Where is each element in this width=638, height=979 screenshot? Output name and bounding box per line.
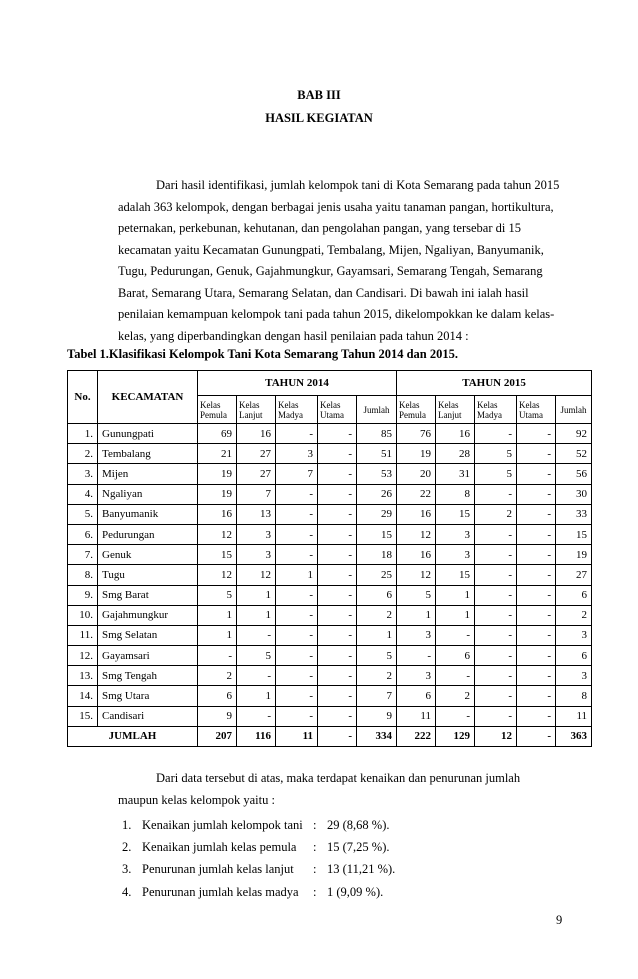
subheader-jumlah-2015: Jumlah [556,396,592,424]
table-cell: 3 [397,625,436,645]
table-row [68,464,592,484]
table-cell: 1 [237,585,276,605]
subheader-lanjut-2015: Kelas Lanjut [436,396,475,424]
table-cell: - [318,605,357,625]
kecamatan-name: Candisari [98,706,198,726]
table-cell: 12 [397,565,436,585]
table-cell: - [517,565,556,585]
list-item-label: Kenaikan jumlah kelas pemula [142,840,297,854]
row-number: 2. [68,444,98,464]
table-cell: - [517,444,556,464]
row-number: 6. [68,524,98,544]
table-cell: - [517,625,556,645]
table-cell: - [318,424,357,444]
table-cell: - [517,666,556,686]
total-cell: 129 [436,726,475,746]
intro-line: penilaian kemampuan kelompok tani pada tahun 2015, dikelompokkan ke dalam kelas- [118,307,555,321]
table-cell: 19 [397,444,436,464]
table-cell: 20 [397,464,436,484]
table-cell: - [276,646,318,666]
table-cell: 5 [237,646,276,666]
table-cell: - [318,545,357,565]
table-cell: 16 [397,545,436,565]
table-cell: 69 [198,424,237,444]
table-cell: 2 [198,666,237,686]
table-cell: 5 [397,585,436,605]
intro-line: kelas, yang diperbandingkan dengan hasil penilaian pada tahun 2014 : [118,328,469,343]
table-cell: 16 [198,504,237,524]
table-cell: - [517,686,556,706]
table-cell: 7 [237,484,276,504]
table-cell: 19 [198,464,237,484]
table-cell: - [517,464,556,484]
table-cell: 3 [237,545,276,565]
table-cell: 51 [357,444,397,464]
table-cell: 2 [436,686,475,706]
summary-paragraph [118,767,563,811]
table-cell: 53 [357,464,397,484]
header-year-2014: TAHUN 2014 [198,371,397,396]
table-cell: 1 [397,605,436,625]
table-cell: 27 [556,565,592,585]
table-cell: - [517,706,556,726]
table-cell: 2 [357,605,397,625]
table-cell: 11 [556,706,592,726]
kecamatan-name: Smg Barat [98,585,198,605]
table-cell: 76 [397,424,436,444]
table-cell: 1 [198,605,237,625]
table-cell: - [475,524,517,544]
table-cell: 1 [436,585,475,605]
list-item-value: 15 (7,25 %). [327,840,390,854]
list-item-label: Penurunan jumlah kelas madya [142,885,299,899]
total-cell: - [517,726,556,746]
list-item-number: 2. [122,840,132,854]
table-cell: 6 [397,686,436,706]
table-cell: 1 [198,625,237,645]
table-cell: 92 [556,424,592,444]
subheader-lanjut-2014: Kelas Lanjut [237,396,276,424]
table-cell: 1 [357,625,397,645]
table-cell: 16 [397,504,436,524]
table-cell: 8 [556,686,592,706]
total-cell: 363 [556,726,592,746]
table-cell: 2 [475,504,517,524]
chapter-title: HASIL KEGIATAN [265,111,373,125]
table-cell: 11 [397,706,436,726]
table-row [68,545,592,565]
table-cell: - [517,504,556,524]
table-row [68,686,592,706]
table-row [68,444,592,464]
list-item-number: 3. [122,862,132,876]
intro-line: kecamatan yaitu Kecamatan Gunungpati, Tembalang, Mijen, Ngaliyan, Banyumanik, [118,242,544,257]
table-cell: 6 [556,646,592,666]
summary-line: Dari data tersebut di atas, maka terdapat kenaikan dan penurunan jumlah [156,771,521,785]
table-row [68,646,592,666]
table-cell: 33 [556,504,592,524]
kecamatan-name: Tugu [98,565,198,585]
table-cell: 29 [357,504,397,524]
list-item-colon: : [313,818,317,832]
kecamatan-name: Banyumanik [98,504,198,524]
table-row [68,585,592,605]
list-item-value: 13 (11,21 %). [327,862,396,876]
intro-line: Barat, Semarang Utara, Semarang Selatan, dan Candisari. Di bawah ini ialah hasil [118,285,529,300]
table-cell: 12 [237,565,276,585]
table-cell: 9 [357,706,397,726]
table-cell: - [475,686,517,706]
table-cell: 8 [436,484,475,504]
intro-line: Tugu, Pedurungan, Genuk, Gajahmungkur, Gayamsari, Semarang Tengah, Semarang [118,264,543,278]
table-cell: 1 [237,605,276,625]
table-cell: 1 [436,605,475,625]
subheader-utama-2014: Kelas Utama [318,396,357,424]
table-cell: - [475,605,517,625]
table-row [68,424,592,444]
list-item-number: 1. [122,818,132,832]
table-cell: 25 [357,565,397,585]
kecamatan-name: Gajahmungkur [98,605,198,625]
kecamatan-name: Genuk [98,545,198,565]
table-cell: - [517,484,556,504]
table-cell: 3 [556,666,592,686]
intro-line: Dari hasil identifikasi, jumlah kelompok tani di Kota Semarang pada tahun 2015 [156,178,560,192]
table-cell: - [318,646,357,666]
table-row [68,605,592,625]
row-number: 13. [68,666,98,686]
table-cell: - [475,585,517,605]
intro-line: adalah 363 kelompok, dengan berbagai jenis usaha yaitu tanaman pangan, hortikultura, [118,199,554,214]
kecamatan-name: Ngaliyan [98,484,198,504]
table-cell: - [436,706,475,726]
table-cell: 6 [436,646,475,666]
table-cell: 26 [357,484,397,504]
kecamatan-name: Smg Selatan [98,625,198,645]
table-cell: - [517,545,556,565]
table-cell: - [397,646,436,666]
table-cell: - [276,686,318,706]
table-caption: Tabel 1.Klasifikasi Kelompok Tani Kota Semarang Tahun 2014 dan 2015. [67,347,458,361]
table-cell: - [276,605,318,625]
table-cell: 7 [276,464,318,484]
table-cell: - [276,585,318,605]
header-no: No. [68,371,98,424]
table-cell: - [276,706,318,726]
table-cell: - [475,625,517,645]
table-cell: 12 [397,524,436,544]
kecamatan-name: Mijen [98,464,198,484]
table-cell: 27 [237,444,276,464]
table-cell: 6 [556,585,592,605]
list-item-value: 29 (8,68 %). [327,818,390,832]
table-cell: 21 [198,444,237,464]
table-cell: - [517,585,556,605]
table-cell: 13 [237,504,276,524]
table-cell: 3 [556,625,592,645]
table-cell: - [276,524,318,544]
total-cell: 334 [357,726,397,746]
table-cell: - [436,625,475,645]
table-cell: - [475,666,517,686]
table-cell: 5 [475,464,517,484]
row-number: 12. [68,646,98,666]
subheader-pemula-2015: Kelas Pemula [397,396,436,424]
table-cell: 85 [357,424,397,444]
table-cell: - [318,625,357,645]
classification-table [67,370,592,747]
table-cell: - [517,524,556,544]
kecamatan-name: Pedurungan [98,524,198,544]
table-cell: - [318,585,357,605]
table-cell: - [237,706,276,726]
table-row [68,504,592,524]
row-number: 1. [68,424,98,444]
table-cell: - [318,444,357,464]
kecamatan-name: Smg Tengah [98,666,198,686]
total-row [68,726,592,746]
table-cell: 15 [198,545,237,565]
table-cell: - [475,484,517,504]
table-cell: 1 [237,686,276,706]
table-cell: - [517,424,556,444]
kecamatan-name: Smg Utara [98,686,198,706]
subheader-utama-2015: Kelas Utama [517,396,556,424]
table-cell: 7 [357,686,397,706]
table-cell: - [276,545,318,565]
table-cell: 9 [198,706,237,726]
table-cell: 5 [475,444,517,464]
table-cell: 15 [436,504,475,524]
table-cell: 16 [436,424,475,444]
row-number: 14. [68,686,98,706]
table-cell: - [276,424,318,444]
list-item-label: Kenaikan jumlah kelompok tani [142,818,303,832]
table-cell: - [237,666,276,686]
list-item-colon: : [313,885,317,899]
table-cell: 56 [556,464,592,484]
list-item-label: Penurunan jumlah kelas lanjut [142,862,294,876]
table-cell: - [276,484,318,504]
row-number: 4. [68,484,98,504]
table-cell: - [276,504,318,524]
table-cell: - [318,686,357,706]
table-cell: - [517,605,556,625]
table-row [68,625,592,645]
table-cell: 27 [237,464,276,484]
table-cell: - [517,646,556,666]
subheader-jumlah-2014: Jumlah [357,396,397,424]
table-cell: 3 [436,524,475,544]
table-cell: - [436,666,475,686]
row-number: 5. [68,504,98,524]
subheader-pemula-2014: Kelas Pemula [198,396,237,424]
table-cell: - [318,524,357,544]
table-cell: 19 [556,545,592,565]
row-number: 3. [68,464,98,484]
table-cell: 52 [556,444,592,464]
table-cell: - [318,666,357,686]
total-cell: - [318,726,357,746]
table-cell: 12 [198,565,237,585]
table-row [68,565,592,585]
table-cell: - [475,646,517,666]
table-cell: - [198,646,237,666]
table-cell: - [318,565,357,585]
chapter-heading: BAB III [297,88,341,102]
table-row [68,484,592,504]
table-cell: 12 [198,524,237,544]
table-cell: 15 [357,524,397,544]
table-row [68,666,592,686]
list-item-number: 4. [122,885,132,899]
table-cell: - [276,625,318,645]
row-number: 10. [68,605,98,625]
list-item-colon: : [313,840,317,854]
table-cell: 1 [276,565,318,585]
table-cell: 6 [357,585,397,605]
table-cell: 5 [198,585,237,605]
table-row [68,706,592,726]
table-cell: - [475,545,517,565]
table-cell: 2 [357,666,397,686]
total-cell: 207 [198,726,237,746]
table-cell: 5 [357,646,397,666]
table-cell: - [318,706,357,726]
header-year-2015: TAHUN 2015 [397,371,592,396]
table-cell: 2 [556,605,592,625]
summary-line: maupun kelas kelompok yaitu : [118,793,275,807]
table-cell: 15 [436,565,475,585]
intro-line: peternakan, perkebunan, kehutanan, dan pengolahan pangan, yang tersebar di 15 [118,221,521,235]
table-cell: - [475,565,517,585]
table-cell: 3 [397,666,436,686]
table-cell: - [318,484,357,504]
table-cell: 19 [198,484,237,504]
table-cell: - [276,666,318,686]
subheader-madya-2014: Kelas Madya [276,396,318,424]
list-item-colon: : [313,862,317,876]
table-cell: 3 [436,545,475,565]
table-cell: 18 [357,545,397,565]
table-cell: 3 [276,444,318,464]
kecamatan-name: Gunungpati [98,424,198,444]
table-cell: 31 [436,464,475,484]
subheader-madya-2015: Kelas Madya [475,396,517,424]
table-cell: - [318,504,357,524]
total-cell: 116 [237,726,276,746]
intro-paragraph [118,175,563,347]
row-number: 11. [68,625,98,645]
total-cell: 12 [475,726,517,746]
total-label: JUMLAH [68,726,198,746]
table-cell: 6 [198,686,237,706]
row-number: 9. [68,585,98,605]
table-cell: 28 [436,444,475,464]
header-kecamatan: KECAMATAN [98,371,198,424]
table-row [68,524,592,544]
row-number: 7. [68,545,98,565]
total-cell: 222 [397,726,436,746]
table-cell: - [237,625,276,645]
list-item-value: 1 (9,09 %). [327,885,384,899]
table-cell: 3 [237,524,276,544]
table-cell: 22 [397,484,436,504]
table-cell: 15 [556,524,592,544]
table-cell: - [475,706,517,726]
table-cell: - [475,424,517,444]
kecamatan-name: Gayamsari [98,646,198,666]
table-cell: 16 [237,424,276,444]
kecamatan-name: Tembalang [98,444,198,464]
row-number: 8. [68,565,98,585]
total-cell: 11 [276,726,318,746]
row-number: 15. [68,706,98,726]
table-cell: - [318,464,357,484]
page-number: 9 [556,913,563,927]
table-cell: 30 [556,484,592,504]
